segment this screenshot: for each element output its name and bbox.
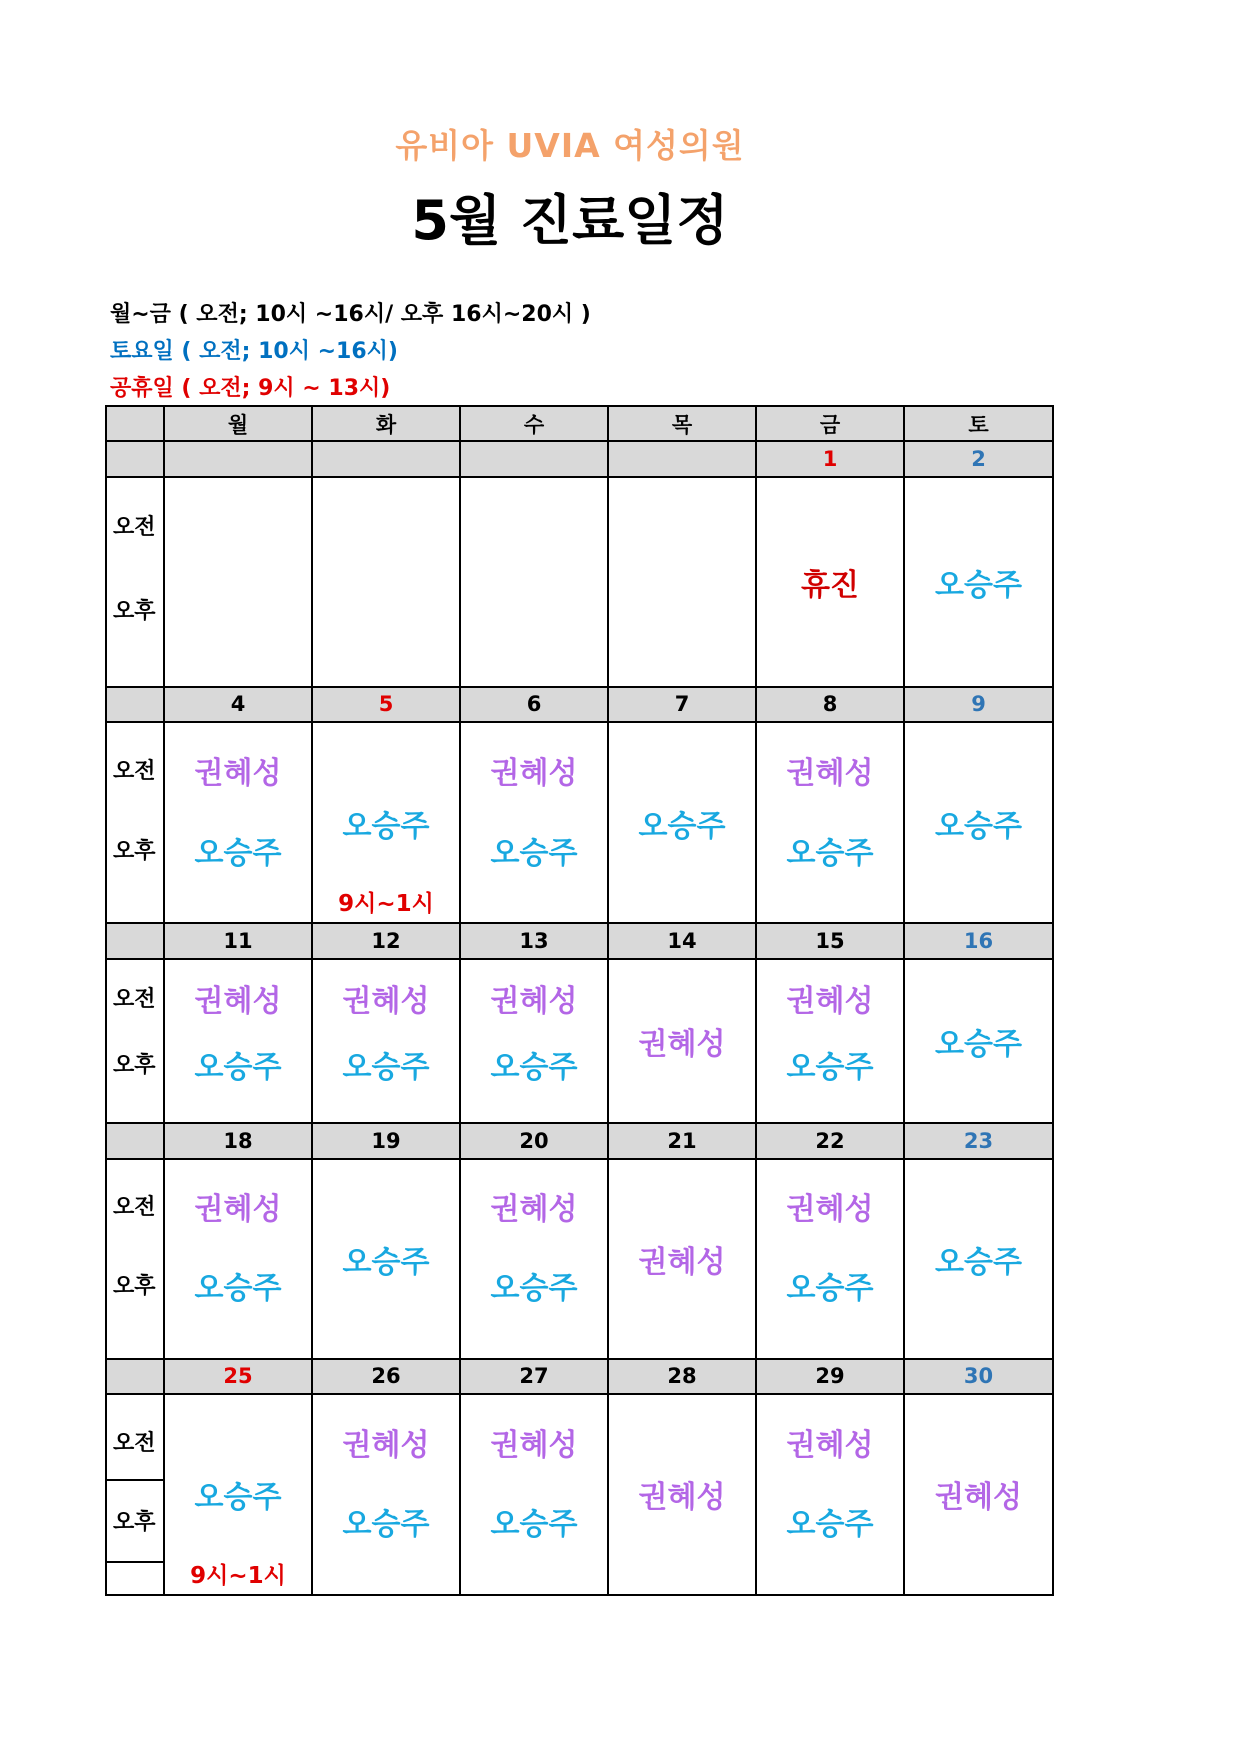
pm-doctor: 오승주 [342, 1049, 430, 1085]
am-doctor: 권혜성 [194, 755, 282, 791]
date-cell: 21 [608, 1123, 756, 1158]
am-label: 오전 [113, 515, 156, 541]
pm-doctor: 오승주 [194, 1271, 282, 1307]
date-row-label [106, 1359, 164, 1394]
pm-doctor: 오승주 [490, 835, 578, 871]
date-cell: 6 [460, 687, 608, 722]
am-pm-label-cell [106, 477, 164, 687]
pm-doctor: 오승주 [342, 1507, 430, 1543]
saturday-hours: 토요일 ( 오전; 10시 ~16시) [110, 339, 398, 364]
date-cell [312, 441, 460, 476]
week-row [106, 1394, 1053, 1595]
full-day-doctor: 권혜성 [638, 1026, 726, 1062]
date-cell: 13 [460, 923, 608, 958]
date-row-label [106, 687, 164, 722]
am-pm-label-cell [106, 959, 164, 1124]
clinic-name: 유비아 UVIA 여성의원 [395, 126, 745, 165]
label-divider [107, 1479, 163, 1481]
schedule-cell [608, 959, 756, 1124]
full-day-doctor: 권혜성 [638, 1244, 726, 1280]
full-day-doctor: 오승주 [935, 808, 1022, 844]
pm-doctor: 오승주 [490, 1049, 578, 1085]
schedule-cell [608, 1394, 756, 1595]
weekday-header: 화 [312, 406, 460, 441]
am-doctor: 권혜성 [490, 1192, 578, 1228]
pm-doctor: 오승주 [786, 835, 874, 871]
date-cell: 26 [312, 1359, 460, 1394]
am-doctor: 권혜성 [786, 1192, 874, 1228]
date-cell: 2 [904, 441, 1053, 476]
date-row [106, 923, 1053, 958]
full-day-doctor: 오승주 [342, 808, 430, 844]
schedule-cell [608, 1159, 756, 1359]
weekday-header-row [106, 406, 1053, 441]
schedule-cell [756, 722, 904, 923]
schedule-cell [460, 959, 608, 1124]
weekday-header: 월 [164, 406, 312, 441]
schedule-cell [756, 1394, 904, 1595]
date-cell: 29 [756, 1359, 904, 1394]
weekday-header: 수 [460, 406, 608, 441]
date-cell: 28 [608, 1359, 756, 1394]
full-day-doctor: 오승주 [935, 1026, 1022, 1062]
date-cell: 15 [756, 923, 904, 958]
date-cell: 25 [164, 1359, 312, 1394]
schedule-cell [904, 1159, 1053, 1359]
date-cell: 23 [904, 1123, 1053, 1158]
date-cell: 18 [164, 1123, 312, 1158]
pm-label: 오후 [113, 1510, 156, 1536]
schedule-cell [164, 959, 312, 1124]
schedule-cell [164, 722, 312, 923]
am-label: 오전 [113, 987, 156, 1013]
schedule-cell [904, 477, 1053, 687]
am-doctor: 권혜성 [786, 984, 874, 1020]
hours-note: 9시~1시 [338, 891, 434, 918]
schedule-cell [312, 722, 460, 923]
am-label: 오전 [113, 1430, 156, 1456]
label-divider [107, 1561, 163, 1563]
date-cell: 12 [312, 923, 460, 958]
am-doctor: 권혜성 [786, 755, 874, 791]
schedule-cell [312, 1159, 460, 1359]
schedule-cell [312, 959, 460, 1124]
full-day-doctor: 휴진 [801, 567, 859, 603]
am-doctor: 권혜성 [786, 1427, 874, 1463]
full-day-doctor: 오승주 [194, 1480, 282, 1516]
corner-cell [106, 406, 164, 441]
weekday-header: 목 [608, 406, 756, 441]
week-row [106, 477, 1053, 687]
date-row-label [106, 441, 164, 476]
schedule-cell [608, 477, 756, 687]
full-day-doctor: 권혜성 [638, 1480, 726, 1516]
am-doctor: 권혜성 [490, 755, 578, 791]
am-doctor: 권혜성 [342, 984, 430, 1020]
full-day-doctor: 오승주 [638, 808, 726, 844]
pm-label: 오후 [113, 598, 156, 624]
schedule-cell [460, 1159, 608, 1359]
pm-label: 오후 [113, 1052, 156, 1078]
full-day-doctor: 권혜성 [935, 1480, 1022, 1516]
am-label: 오전 [113, 758, 156, 784]
date-cell: 1 [756, 441, 904, 476]
pm-label: 오후 [113, 838, 156, 864]
week-row [106, 722, 1053, 923]
schedule-cell [312, 477, 460, 687]
am-pm-label-cell [106, 1159, 164, 1359]
date-row-label [106, 923, 164, 958]
date-cell: 19 [312, 1123, 460, 1158]
date-cell: 16 [904, 923, 1053, 958]
am-doctor: 권혜성 [194, 984, 282, 1020]
am-pm-label-cell [106, 722, 164, 923]
am-doctor: 권혜성 [490, 1427, 578, 1463]
am-doctor: 권혜성 [194, 1192, 282, 1228]
pm-doctor: 오승주 [490, 1271, 578, 1307]
schedule-table [105, 405, 1054, 1596]
pm-doctor: 오승주 [786, 1049, 874, 1085]
schedule-cell [164, 477, 312, 687]
date-cell: 30 [904, 1359, 1053, 1394]
schedule-cell [164, 1394, 312, 1595]
date-cell: 9 [904, 687, 1053, 722]
date-cell: 5 [312, 687, 460, 722]
schedule-cell [460, 477, 608, 687]
date-cell [460, 441, 608, 476]
date-cell: 27 [460, 1359, 608, 1394]
holiday-hours: 공휴일 ( 오전; 9시 ~ 13시) [110, 376, 391, 401]
date-row [106, 1123, 1053, 1158]
page-title: 5월 진료일정 [411, 189, 729, 252]
pm-doctor: 오승주 [194, 835, 282, 871]
schedule-cell [608, 722, 756, 923]
weekday-hours: 월~금 ( 오전; 10시 ~16시/ 오후 16시~20시 ) [110, 302, 591, 327]
schedule-cell [904, 1394, 1053, 1595]
date-row-label [106, 1123, 164, 1158]
pm-doctor: 오승주 [786, 1271, 874, 1307]
date-cell: 14 [608, 923, 756, 958]
week-row [106, 1159, 1053, 1359]
pm-label: 오후 [113, 1274, 156, 1300]
date-row [106, 1359, 1053, 1394]
date-cell [608, 441, 756, 476]
week-row [106, 959, 1053, 1124]
schedule-cell [756, 959, 904, 1124]
full-day-doctor: 오승주 [935, 567, 1022, 603]
hours-note: 9시~1시 [190, 1563, 286, 1589]
weekday-header: 금 [756, 406, 904, 441]
schedule-cell [312, 1394, 460, 1595]
schedule-cell [756, 477, 904, 687]
am-pm-label-cell [106, 1394, 164, 1595]
full-day-doctor: 오승주 [935, 1244, 1022, 1280]
date-cell: 8 [756, 687, 904, 722]
pm-doctor: 오승주 [490, 1507, 578, 1543]
weekday-header: 토 [904, 406, 1053, 441]
full-day-doctor: 오승주 [342, 1244, 430, 1280]
schedule-cell [756, 1159, 904, 1359]
date-cell: 11 [164, 923, 312, 958]
schedule-cell [460, 722, 608, 923]
am-doctor: 권혜성 [490, 984, 578, 1020]
schedule-cell [904, 959, 1053, 1124]
schedule-cell [460, 1394, 608, 1595]
date-cell: 22 [756, 1123, 904, 1158]
am-doctor: 권혜성 [342, 1427, 430, 1463]
am-label: 오전 [113, 1195, 156, 1221]
schedule-cell [164, 1159, 312, 1359]
pm-doctor: 오승주 [194, 1049, 282, 1085]
date-cell: 4 [164, 687, 312, 722]
date-row [106, 441, 1053, 476]
date-cell: 7 [608, 687, 756, 722]
schedule-cell [904, 722, 1053, 923]
date-cell: 20 [460, 1123, 608, 1158]
pm-doctor: 오승주 [786, 1507, 874, 1543]
date-row [106, 687, 1053, 722]
date-cell [164, 441, 312, 476]
